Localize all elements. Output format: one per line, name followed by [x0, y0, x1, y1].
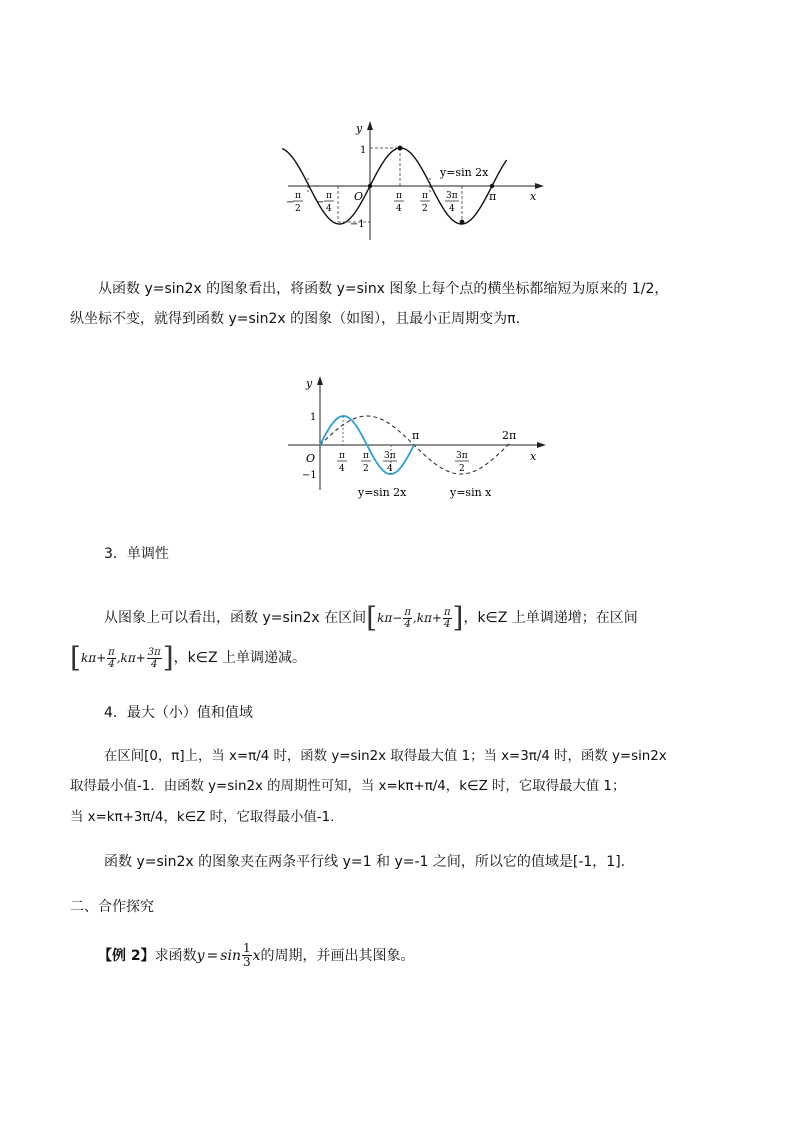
monotonic-line2 [70, 641, 730, 674]
one-third-fraction: $\frac{1}{3}$ [242, 941, 251, 969]
pi-label: π [412, 429, 420, 442]
example-suffix: 的周期，并画出其图象。 [260, 947, 415, 964]
sinx-label: y=sin x [450, 486, 492, 499]
figure-sin2x-vs-sinx [284, 372, 554, 504]
svg-text:2: 2 [363, 464, 369, 474]
mono-line2-suffix: ，k∈Z 上单调递减。 [173, 650, 306, 666]
section-4-title: 4．最大（小）值和值域 [104, 705, 253, 721]
svg-text:−: − [286, 197, 295, 208]
tick-neg-half-pi [286, 191, 303, 214]
svg-text:π: π [396, 191, 402, 201]
origin-label: O [306, 452, 316, 465]
y-neg-one-label: −1 [350, 219, 365, 230]
x-axis-arrow [535, 183, 544, 189]
mono-line1-suffix: ，k∈Z 上单调递增；在区间 [463, 610, 638, 626]
paragraph-compression-line1: 从函数 y=sin2x 的图象看出，将函数 y=sinx 图象上每个点的横坐标都缩短为原来的 1/2， [98, 281, 669, 297]
tick-quarter-pi [337, 451, 347, 474]
tick-half-pi [420, 191, 430, 214]
svg-text:4: 4 [396, 204, 402, 214]
example-prefix: 求函数 [154, 947, 197, 964]
origin-point [368, 184, 372, 188]
mono-line1-prefix: 从图象上可以看出，函数 y=sin2x 在区间 [104, 610, 367, 626]
example-tag: 【例 2】 [98, 947, 155, 964]
svg-text:4: 4 [339, 464, 345, 474]
decreasing-interval: [ kπ+ $\frac{\pi}{4}$ ,kπ+ $\frac{3\pi}{4}$ ] [70, 641, 174, 674]
svg-text:4: 4 [387, 464, 393, 474]
y-one-label: 1 [310, 412, 317, 423]
svg-text:π: π [326, 191, 332, 201]
svg-text:2: 2 [295, 204, 301, 214]
two-pi-label: 2π [502, 429, 517, 442]
svg-text:π: π [339, 451, 345, 461]
y-neg-one-label: −1 [302, 470, 317, 481]
paragraph-compression-line2: 纵坐标不变，就得到函数 y=sin2x 的图象（如图），且最小正周期变为π. [70, 311, 521, 327]
tick-three-quarter-pi [383, 451, 397, 474]
svg-text:2: 2 [422, 204, 428, 214]
svg-text:4: 4 [449, 204, 455, 214]
min-point [460, 220, 465, 225]
svg-text:π: π [363, 451, 369, 461]
svg-text:2: 2 [459, 464, 465, 474]
svg-text:−: − [316, 197, 325, 208]
svg-text:π: π [295, 191, 301, 201]
sin2x-label: y=sin 2x [358, 486, 407, 499]
max-min-line2: 取得最小值-1．由函数 y=sin2x 的周期性可知，当 x=kπ+π/4，k∈Z 时，它取得最大值 1； [70, 779, 626, 794]
x-axis-label: x [530, 190, 537, 203]
y-axis-label: y [306, 377, 313, 390]
section-3-title: 3．单调性 [104, 546, 169, 562]
range-line: 函数 y=sin2x 的图象夹在两条平行线 y=1 和 y=-1 之间，所以它的值域是[-1，1]. [104, 854, 626, 870]
x-axis-label: x [530, 450, 537, 463]
tick-neg-quarter-pi [316, 191, 334, 214]
x-axis-arrow [537, 442, 546, 448]
y-axis-arrow [367, 121, 373, 130]
example-2: 【例 2】 求函数 y = sin $\frac{1}{3}$ x 的周期，并画出其图象。 [98, 941, 415, 969]
tick-quarter-pi [394, 191, 404, 214]
svg-text:π: π [422, 191, 428, 201]
svg-text:3π: 3π [446, 191, 458, 201]
pi-point [490, 184, 494, 188]
origin-label: O [354, 190, 364, 203]
svg-text:3π: 3π [456, 451, 468, 461]
part-2-title: 二、合作探究 [70, 899, 154, 915]
max-min-line1: 在区间[0，π]上，当 x=π/4 时，函数 y=sin2x 取得最大值 1；当 x=3π/4 时，函数 y=sin2x [104, 749, 667, 764]
figure-sin2x-graph [280, 118, 550, 243]
max-min-line3: 当 x=kπ+3π/4，k∈Z 时，它取得最小值-1. [70, 810, 335, 825]
tick-three-half-pi [455, 451, 469, 474]
curve-label: y=sin 2x [440, 166, 489, 179]
pi-label: π [489, 190, 497, 203]
svg-text:4: 4 [326, 204, 332, 214]
max-point [398, 146, 403, 151]
increasing-interval: [ kπ− $\frac{\pi}{4}$ ,kπ+ $\frac{\pi}{4}$ ] [366, 601, 464, 634]
tick-half-pi [361, 451, 371, 474]
monotonic-line1 [104, 601, 764, 634]
svg-text:3π: 3π [384, 451, 396, 461]
y-axis-label: y [356, 122, 363, 135]
y-axis-arrow [317, 376, 323, 385]
y-one-label: 1 [360, 145, 367, 156]
tick-three-quarter-pi [445, 191, 459, 214]
